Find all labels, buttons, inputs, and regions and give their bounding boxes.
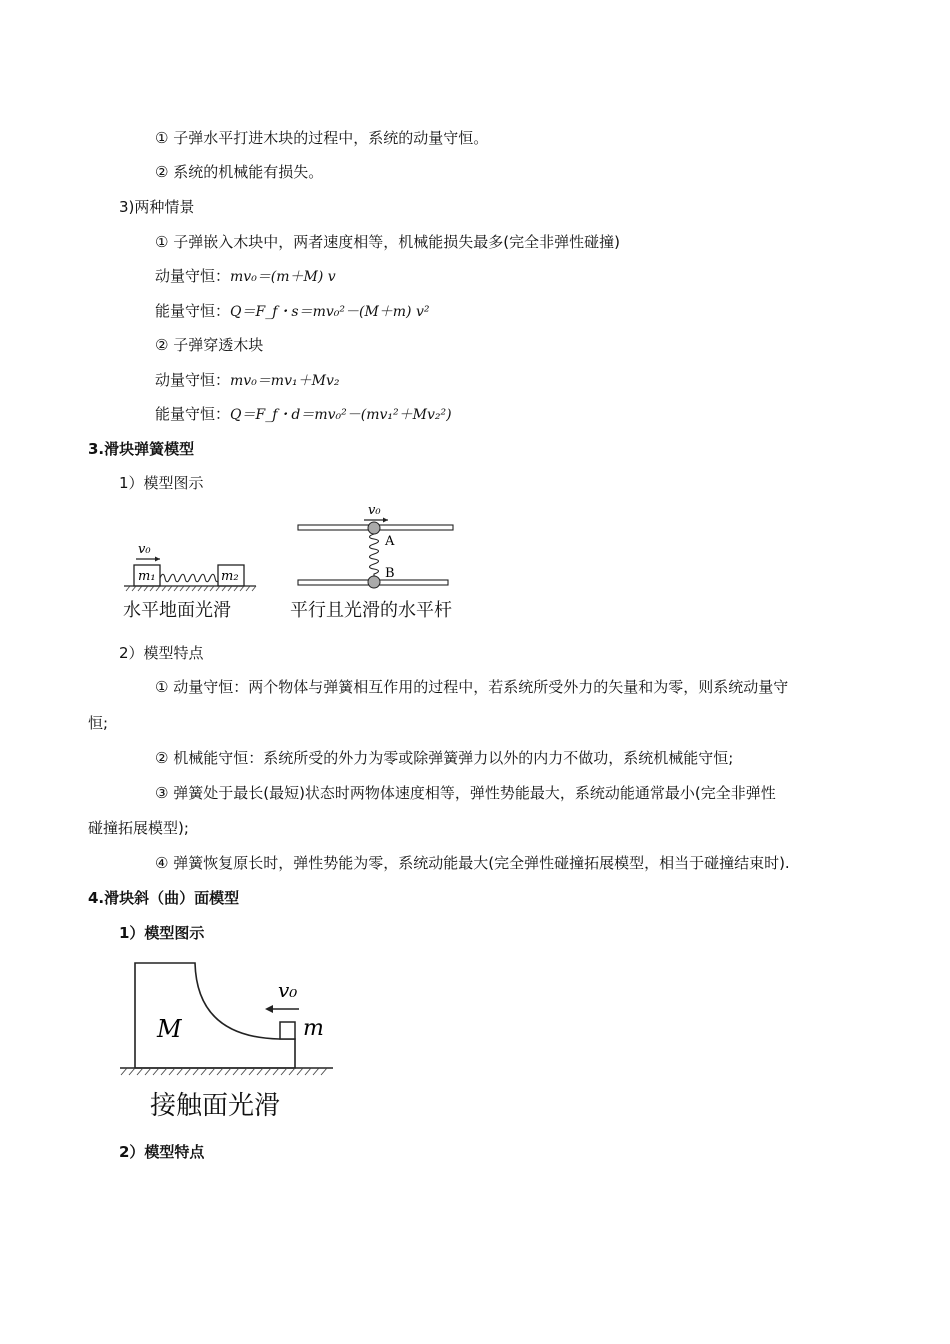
block-m2-label: m₂ xyxy=(221,569,239,584)
small-block-m xyxy=(280,1022,295,1039)
section-3-title: 3.滑块弹簧模型 xyxy=(88,440,195,458)
formula-label: 能量守恒： xyxy=(155,405,231,423)
text-feature-1b: 恒; xyxy=(88,714,109,732)
formula-expression: Q＝F_f・d＝mv₀²－(mv₁²＋Mv₂²) xyxy=(230,407,452,423)
formula-expression: Q＝F_f・s＝mv₀²－(M＋m) v² xyxy=(230,304,430,320)
label-a: A xyxy=(385,534,395,549)
formula-case1-energy xyxy=(155,301,430,322)
figure-parallel-rods xyxy=(290,500,460,595)
figure-parallel-rods-caption: 平行且光滑的水平杆 xyxy=(290,600,452,621)
formula-label: 动量守恒： xyxy=(155,267,231,285)
spring xyxy=(160,574,220,582)
text-case-1: ① 子弹嵌入木块中，两者速度相等，机械能损失最多(完全非弹性碰撞) xyxy=(155,233,620,251)
text-case-2: ② 子弹穿透木块 xyxy=(155,336,264,354)
figure-curved-slope-caption: 接触面光滑 xyxy=(150,1091,281,1121)
section-3-sub-1: 1）模型图示 xyxy=(119,474,204,492)
section-3-sub-2: 2）模型特点 xyxy=(119,644,204,662)
formula-case2-momentum xyxy=(155,370,339,391)
formula-expression: mv₀＝(m＋M) v xyxy=(230,269,336,285)
text-feature-3a: ③ 弹簧处于最长(最短)状态时两物体速度相等，弹性势能最大，系统动能通常最小(完全非弹性 xyxy=(155,784,776,802)
section-4-sub-2: 2）模型特点 xyxy=(119,1143,205,1161)
block-m1-label: m₁ xyxy=(138,569,156,584)
section-4-sub-1: 1）模型图示 xyxy=(119,924,205,942)
formula-expression: mv₀＝mv₁＋Mv₂ xyxy=(230,373,340,389)
mass-M-label: M xyxy=(157,1015,182,1043)
ball-b xyxy=(368,576,380,588)
velocity-label: v₀ xyxy=(368,503,381,518)
velocity-label: v₀ xyxy=(278,978,298,1002)
velocity-label: v₀ xyxy=(138,542,151,557)
text-item-1: ① 子弹水平打进木块的过程中，系统的动量守恒。 xyxy=(155,129,489,147)
figure-spring-ground-caption: 水平地面光滑 xyxy=(123,600,231,621)
text-feature-4: ④ 弹簧恢复原长时，弹性势能为零，系统动能最大(完全弹性碰撞拓展模型，相当于碰撞结束时). xyxy=(155,854,790,872)
formula-label: 能量守恒： xyxy=(155,302,231,320)
label-b: B xyxy=(385,566,395,581)
ball-a xyxy=(368,522,380,534)
figure-curved-slope xyxy=(115,955,340,1080)
mass-m-label: m xyxy=(303,1016,324,1041)
text-feature-1a: ① 动量守恒：两个物体与弹簧相互作用的过程中，若系统所受外力的矢量和为零，则系统动量守 xyxy=(155,678,789,696)
figure-spring-ground xyxy=(118,538,268,598)
text-item-2: ② 系统的机械能有损失。 xyxy=(155,163,324,181)
formula-case1-momentum xyxy=(155,266,336,287)
text-feature-2: ② 机械能守恒：系统所受的外力为零或除弹簧弹力以外的内力不做功，系统机械能守恒; xyxy=(155,749,734,767)
formula-label: 动量守恒： xyxy=(155,371,231,389)
subheading-two-cases: 3)两种情景 xyxy=(119,198,195,216)
spring xyxy=(370,534,379,578)
formula-case2-energy xyxy=(155,404,452,425)
text-feature-3b: 碰撞拓展模型); xyxy=(88,819,189,837)
section-4-title: 4.滑块斜（曲）面模型 xyxy=(88,889,240,907)
